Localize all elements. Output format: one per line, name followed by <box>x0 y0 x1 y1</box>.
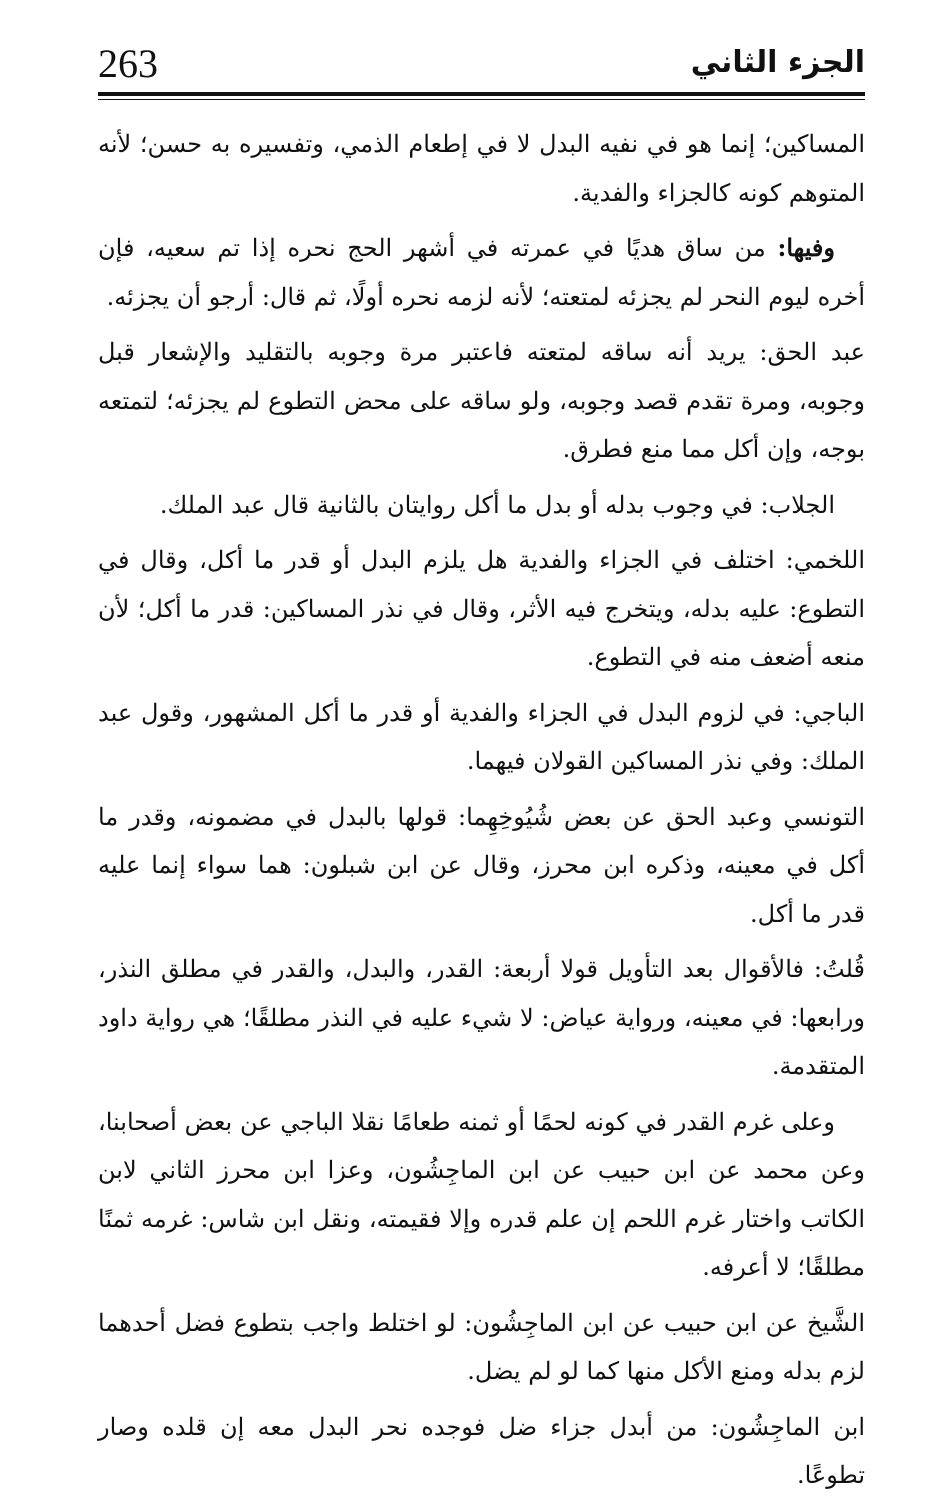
header-rule-thick <box>98 92 865 96</box>
paragraph-text: من ساق هديًا في عمرته في أشهر الحج نحره إذا تم سعيه، فإن أخره ليوم النحر لم يجزئه لمتعته؛ لأنه لزمه نحره أولًا، ثم قال: أرجو أن يجزئه. <box>98 234 865 311</box>
paragraph <box>98 1299 865 1396</box>
paragraph-text: قُلتُ: فالأقوال بعد التأويل قولا أربعة: القدر، والبدل، والقدر في مطلق النذر، ورابعها: في معينه، ورواية عياض: لا شيء عليه في النذر مطلقًا؛ هي رواية داود المتقدمة. <box>98 955 866 1080</box>
paragraph-text: اللخمي: اختلف في الجزاء والفدية هل يلزم البدل أو قدر ما أكل، وقال في التطوع: عليه بدله، ويتخرج فيه الأثر، وقال في نذر المساكين: قدر ما أكل؛ لأن منعه أضعف منه في التطوع. <box>98 546 865 671</box>
paragraph <box>98 224 865 321</box>
paragraph-text: الجلاب: في وجوب بدله أو بدل ما أكل روايتان بالثانية قال عبد الملك. <box>159 490 835 519</box>
paragraph <box>98 793 865 939</box>
paragraph-text: وعلى غرم القدر في كونه لحمًا أو ثمنه طعامًا نقلا الباجي عن بعض أصحابنا، وعن محمد عن ابن حبيب عن ابن الماجِشُون، وعزا ابن محرز الثاني لابن الكاتب واختار غرم اللحم إن علم قدره وإلا فقيمته، ونقل ابن شاس: غرمه ثمنًا مطلقًا؛ لا أعرفه. <box>98 1107 865 1281</box>
paragraph <box>98 1403 865 1500</box>
running-title: الجزء الثاني <box>690 45 865 80</box>
paragraph <box>98 1098 865 1292</box>
paragraph-text: المساكين؛ إنما هو في نفيه البدل لا في إطعام الذمي، وتفسيره به حسن؛ لأنه المتوهم كونه كالجزاء والفدية. <box>98 130 865 207</box>
paragraph <box>98 481 865 530</box>
paragraph <box>98 945 865 1091</box>
paragraph-text: التونسي وعبد الحق عن بعض شُيُوخِهِما: قولها بالبدل في مضمونه، وقدر ما أكل في معينه، وذكره ابن محرز، وقال عن ابن شبلون: هما سواء إنما عليه قدر ما أكل. <box>98 802 865 928</box>
paragraph <box>98 689 865 786</box>
body-text <box>98 120 865 1500</box>
header-rule-thin <box>98 99 865 100</box>
paragraph-text: الشَّيخ عن ابن حبيب عن ابن الماجِشُون: لو اختلط واجب بتطوع فضل أحدهما لزم بدله ومنع الأكل منها كما لو لم يضل. <box>98 1308 865 1385</box>
paragraph <box>98 120 865 217</box>
page-header <box>98 0 865 98</box>
page-number: 263 <box>98 41 158 86</box>
paragraph <box>98 328 865 474</box>
paragraph <box>98 536 865 682</box>
paragraph-text: عبد الحق: يريد أنه ساقه لمتعته فاعتبر مرة وجوبه بالتقليد والإشعار قبل وجوبه، ومرة تقدم قصد وجوبه، ولو ساقه على محض التطوع لم يجزئه؛ لتمتعه بوجه، وإن أكل مما منع فطرق. <box>98 338 866 463</box>
paragraph-lead: وفيها: <box>777 233 835 262</box>
paragraph-text: ابن الماجِشُون: من أبدل جزاء ضل فوجده نحر البدل معه إن قلده وصار تطوعًا. <box>98 1412 865 1489</box>
paragraph-text: الباجي: في لزوم البدل في الجزاء والفدية أو قدر ما أكل المشهور، وقول عبد الملك: وفي نذر المساكين القولان فيهما. <box>98 698 865 775</box>
